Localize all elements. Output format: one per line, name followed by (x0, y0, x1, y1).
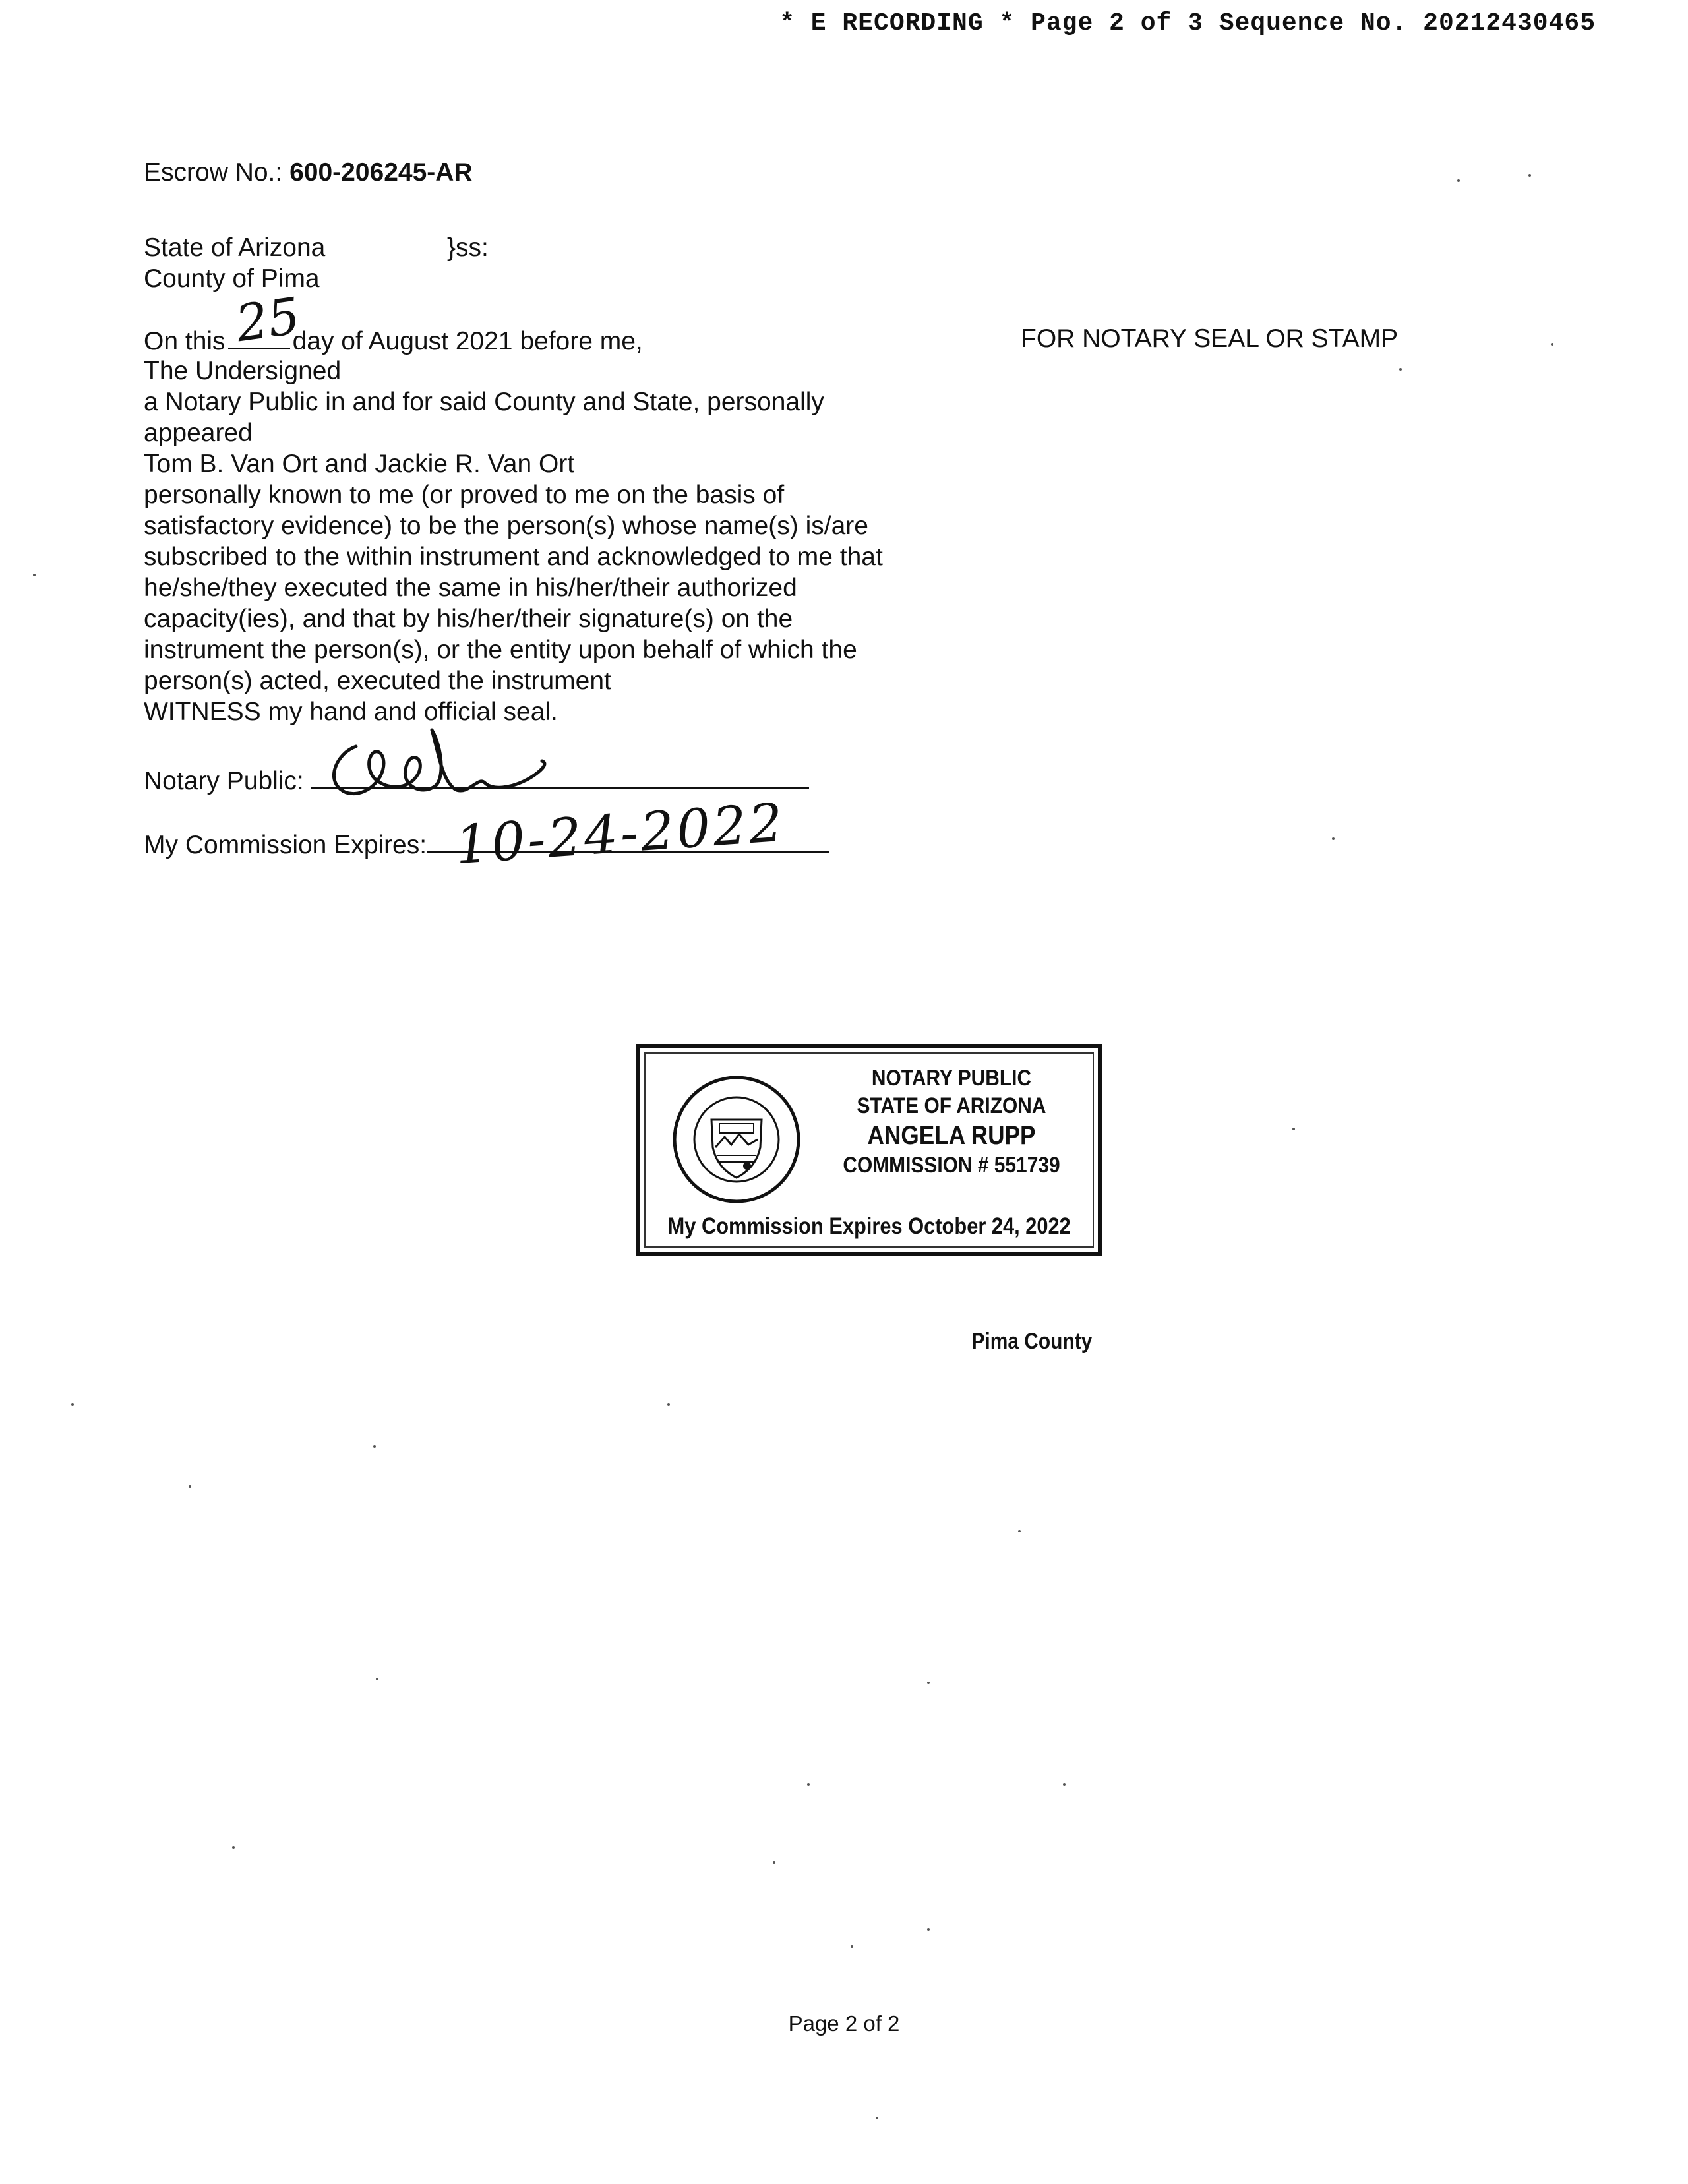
scan-speck (33, 574, 36, 576)
scan-speck (1399, 368, 1402, 371)
notary-stamp (636, 1044, 1102, 1354)
scan-speck (1528, 174, 1531, 177)
acknowledgment-paragraph (144, 355, 961, 727)
ack-line: person(s) acted, executed the instrument (144, 667, 611, 695)
stamp-commission-expires: My Commission Expires October 24, 2022 (667, 1213, 1071, 1239)
scan-speck (773, 1861, 775, 1864)
scan-speck (927, 1928, 930, 1931)
scan-speck (1551, 343, 1553, 346)
handwritten-commission-date: 10-24-2022 (453, 791, 787, 876)
scan-speck (1063, 1783, 1066, 1786)
scan-speck (1457, 179, 1460, 182)
ack-line: subscribed to the within instrument and acknowledged to me that (144, 543, 883, 571)
ack-line: instrument the person(s), or the entity upon behalf of which the (144, 636, 857, 664)
escrow-label: Escrow No.: (144, 158, 283, 187)
page-footer: Page 2 of 2 (788, 2011, 900, 2036)
scan-speck (667, 1403, 670, 1406)
venue-county: County of Pima (144, 264, 320, 293)
ack-line: capacity(ies), and that by his/her/their signature(s) on the (144, 605, 793, 633)
scan-speck (71, 1403, 74, 1406)
escrow-number (144, 157, 473, 188)
scan-speck (376, 1678, 378, 1680)
commission-label: My Commission Expires: (144, 831, 427, 859)
stamp-line-county: Pima County (971, 1329, 1093, 1354)
escrow-value: 600-206245-AR (289, 158, 473, 187)
venue-ss: }ss: (447, 233, 489, 262)
venue-state: State of Arizona (144, 233, 326, 262)
stamp-line-state: STATE OF ARIZONA (857, 1093, 1046, 1118)
scan-speck (807, 1783, 810, 1786)
stamp-commission-number: COMMISSION # 551739 (843, 1153, 1060, 1178)
ack-line: The Undersigned (144, 357, 342, 385)
ack-line: Tom B. Van Ort and Jackie R. Van Ort (144, 450, 575, 478)
stamp-line-notary: NOTARY PUBLIC (871, 1066, 1032, 1091)
stamp-notary-name: ANGELA RUPP (867, 1121, 1036, 1150)
notary-public-label: Notary Public: (144, 767, 304, 795)
acknowledgment-date-line (144, 324, 643, 357)
ack-line: appeared (144, 419, 253, 447)
scan-speck (373, 1445, 376, 1448)
scan-speck (927, 1682, 930, 1684)
scan-speck (1018, 1530, 1021, 1532)
scan-speck (851, 1945, 853, 1948)
notary-signature (310, 720, 560, 806)
arizona-seal-icon (671, 1074, 802, 1205)
ack-line: WITNESS my hand and official seal. (144, 698, 558, 726)
ack-line: a Notary Public in and for said County and State, personally (144, 388, 824, 416)
scan-speck (189, 1485, 191, 1488)
scan-speck (876, 2117, 878, 2119)
on-this-label: On this (144, 327, 226, 355)
recording-header: * E RECORDING * Page 2 of 3 Sequence No. 20212430465 (779, 9, 1596, 38)
handwritten-day: 25 (232, 286, 304, 353)
scan-speck (232, 1846, 235, 1849)
ack-line: he/she/they executed the same in his/her/their authorized (144, 574, 797, 602)
ack-line: personally known to me (or proved to me on the basis of (144, 481, 785, 509)
notary-seal-label: FOR NOTARY SEAL OR STAMP (1021, 324, 1399, 353)
date-tail: day of August 2021 before me, (292, 327, 643, 355)
scan-speck (1292, 1128, 1295, 1130)
ack-line: satisfactory evidence) to be the person(s) whose name(s) is/are (144, 512, 868, 540)
scan-speck (1332, 837, 1335, 840)
